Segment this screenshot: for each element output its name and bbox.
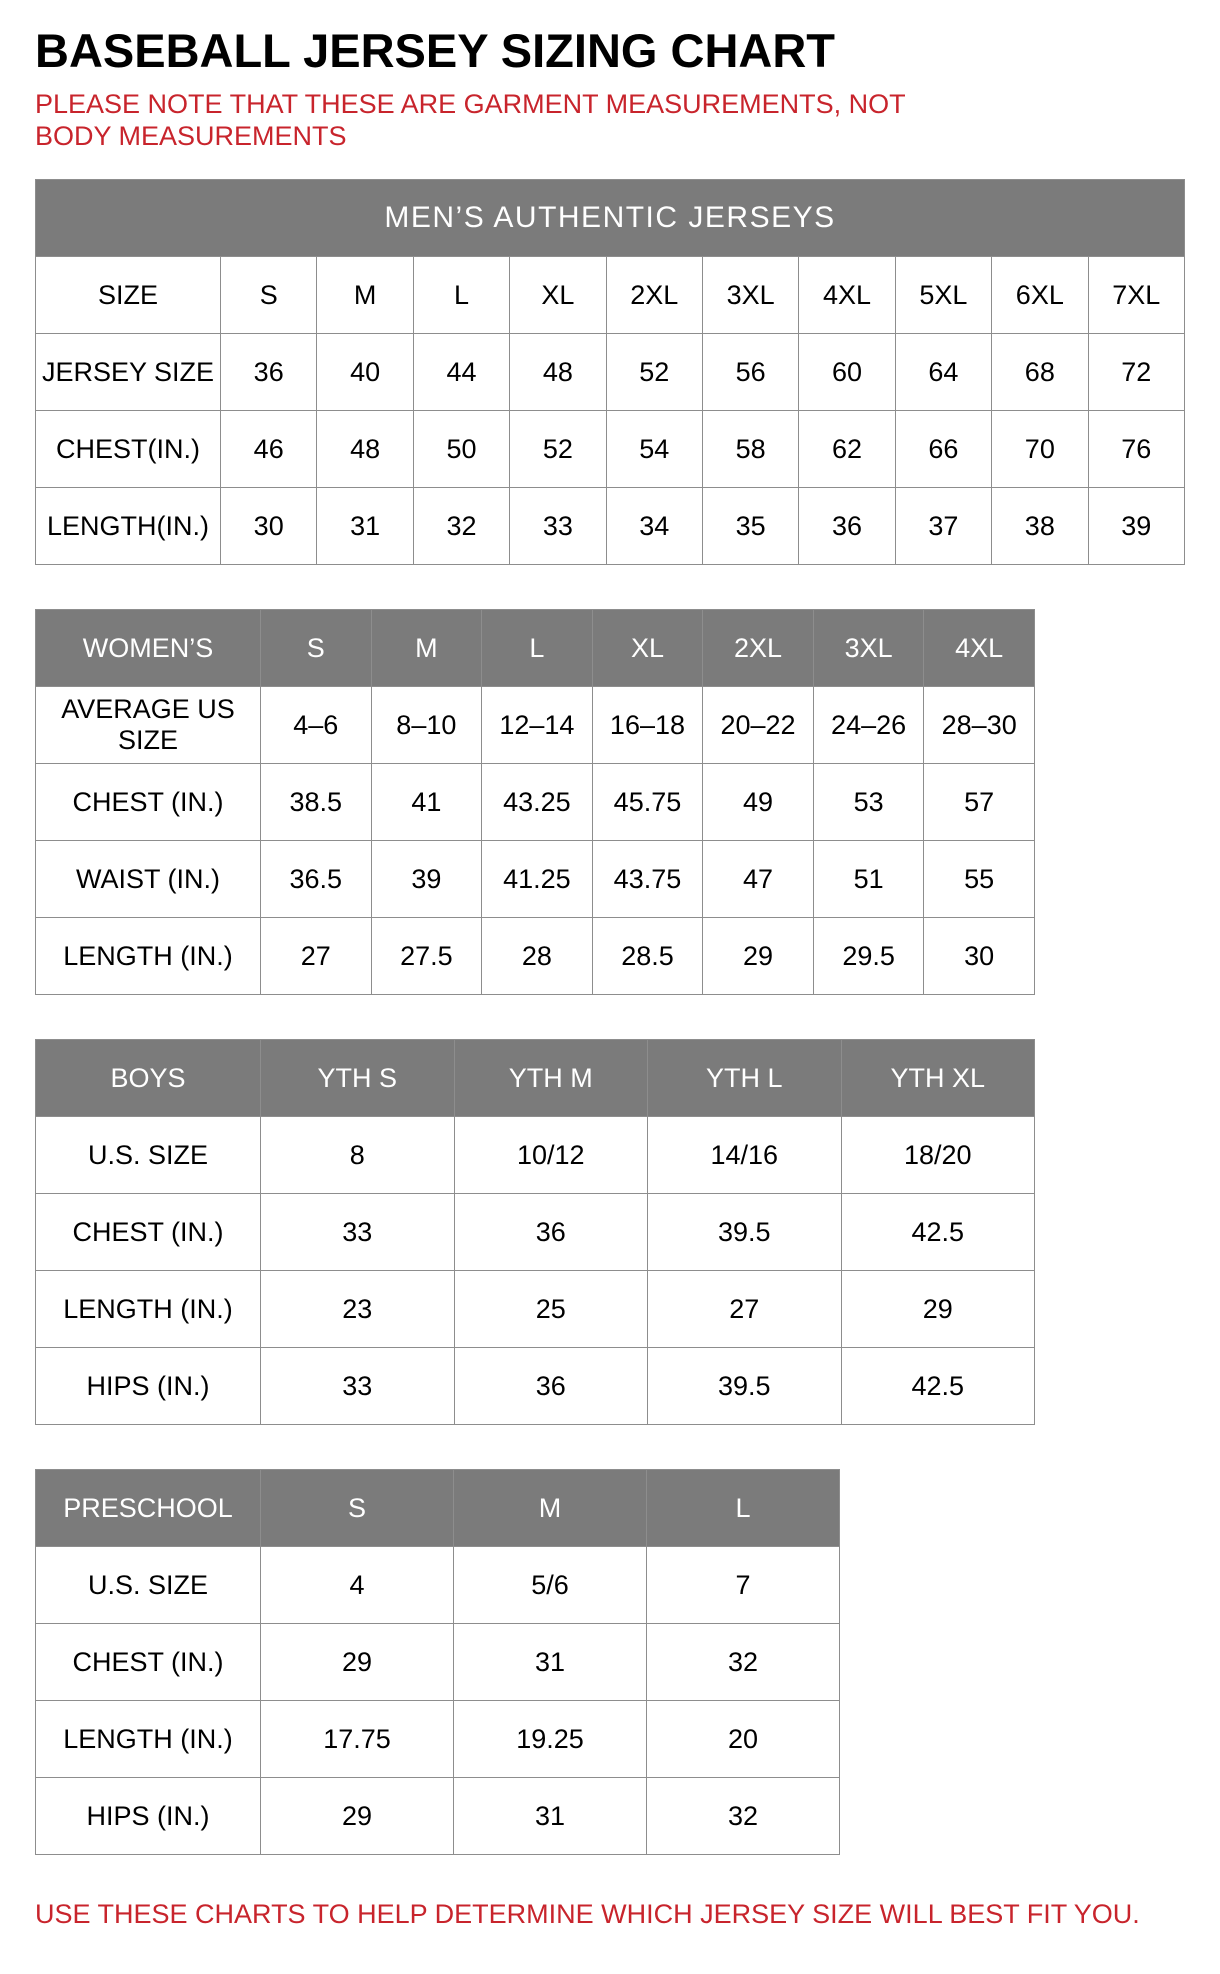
preschool-sizing-table bbox=[35, 1469, 840, 1855]
value-cell: 36 bbox=[799, 488, 895, 565]
value-cell: 70 bbox=[992, 411, 1088, 488]
value-cell: 36 bbox=[221, 334, 317, 411]
column-header-cell: L bbox=[482, 610, 593, 687]
value-cell: 40 bbox=[317, 334, 413, 411]
value-cell: 27.5 bbox=[371, 918, 482, 995]
value-cell: 28.5 bbox=[592, 918, 703, 995]
column-header-cell: L bbox=[647, 1470, 840, 1547]
row-label-cell: CHEST (IN.) bbox=[36, 764, 261, 841]
value-cell: 24–26 bbox=[813, 687, 924, 764]
row-label-cell: U.S. SIZE bbox=[36, 1117, 261, 1194]
row-label-cell: AVERAGE US SIZE bbox=[36, 687, 261, 764]
value-cell: 30 bbox=[924, 918, 1035, 995]
value-cell: 23 bbox=[261, 1271, 455, 1348]
column-header-cell: 3XL bbox=[813, 610, 924, 687]
value-cell: 42.5 bbox=[841, 1348, 1035, 1425]
table-row bbox=[36, 411, 1185, 488]
table-row bbox=[36, 918, 1035, 995]
row-label-cell: CHEST (IN.) bbox=[36, 1194, 261, 1271]
footer-note: USE THESE CHARTS TO HELP DETERMINE WHICH JERSEY SIZE WILL BEST FIT YOU. bbox=[35, 1899, 1140, 1930]
value-cell: 29 bbox=[703, 918, 814, 995]
table-row bbox=[36, 1271, 1035, 1348]
value-cell: 60 bbox=[799, 334, 895, 411]
table-header-row bbox=[36, 610, 1035, 687]
value-cell: 4XL bbox=[799, 257, 895, 334]
value-cell: 5/6 bbox=[454, 1547, 647, 1624]
value-cell: 36 bbox=[454, 1194, 648, 1271]
mens-sizing-table bbox=[35, 179, 1185, 565]
table-row bbox=[36, 687, 1035, 764]
value-cell: 33 bbox=[261, 1348, 455, 1425]
value-cell: 32 bbox=[413, 488, 509, 565]
value-cell: 39.5 bbox=[648, 1194, 842, 1271]
table-row bbox=[36, 1778, 840, 1855]
value-cell: 56 bbox=[702, 334, 798, 411]
value-cell: 32 bbox=[647, 1778, 840, 1855]
value-cell: 35 bbox=[702, 488, 798, 565]
value-cell: 2XL bbox=[606, 257, 702, 334]
value-cell: 41.25 bbox=[482, 841, 593, 918]
row-label-cell: LENGTH (IN.) bbox=[36, 1701, 261, 1778]
value-cell: 62 bbox=[799, 411, 895, 488]
value-cell: 39 bbox=[371, 841, 482, 918]
column-header-cell: S bbox=[261, 1470, 454, 1547]
value-cell: 31 bbox=[454, 1778, 647, 1855]
table-row bbox=[36, 841, 1035, 918]
value-cell: 31 bbox=[454, 1624, 647, 1701]
value-cell: 39.5 bbox=[648, 1348, 842, 1425]
value-cell: 7XL bbox=[1088, 257, 1184, 334]
value-cell: 32 bbox=[647, 1624, 840, 1701]
value-cell: 29 bbox=[261, 1624, 454, 1701]
row-label-cell: U.S. SIZE bbox=[36, 1547, 261, 1624]
value-cell: 28 bbox=[482, 918, 593, 995]
column-header-cell: 2XL bbox=[703, 610, 814, 687]
value-cell: 53 bbox=[813, 764, 924, 841]
column-header-cell: YTH L bbox=[648, 1040, 842, 1117]
value-cell: 68 bbox=[992, 334, 1088, 411]
column-header-cell: XL bbox=[592, 610, 703, 687]
table-header-row bbox=[36, 1470, 840, 1547]
value-cell: 46 bbox=[221, 411, 317, 488]
row-label-cell: CHEST (IN.) bbox=[36, 1624, 261, 1701]
value-cell: 4 bbox=[261, 1547, 454, 1624]
value-cell: 45.75 bbox=[592, 764, 703, 841]
value-cell: 17.75 bbox=[261, 1701, 454, 1778]
table-row bbox=[36, 1547, 840, 1624]
table-row bbox=[36, 1117, 1035, 1194]
value-cell: 41 bbox=[371, 764, 482, 841]
value-cell: 31 bbox=[317, 488, 413, 565]
table-header-row bbox=[36, 1040, 1035, 1117]
value-cell: 52 bbox=[606, 334, 702, 411]
value-cell: 38 bbox=[992, 488, 1088, 565]
row-label-cell: HIPS (IN.) bbox=[36, 1348, 261, 1425]
column-header-cell: M bbox=[371, 610, 482, 687]
value-cell: 6XL bbox=[992, 257, 1088, 334]
column-header-cell: M bbox=[454, 1470, 647, 1547]
table-row bbox=[36, 764, 1035, 841]
column-header-cell: YTH S bbox=[261, 1040, 455, 1117]
value-cell: 27 bbox=[261, 918, 372, 995]
value-cell: 39 bbox=[1088, 488, 1184, 565]
value-cell: 49 bbox=[703, 764, 814, 841]
row-label-cell: LENGTH (IN.) bbox=[36, 918, 261, 995]
row-label-cell: SIZE bbox=[36, 257, 221, 334]
value-cell: 8 bbox=[261, 1117, 455, 1194]
value-cell: 36 bbox=[454, 1348, 648, 1425]
value-cell: 48 bbox=[510, 334, 606, 411]
value-cell: 29 bbox=[261, 1778, 454, 1855]
table-banner: MEN’S AUTHENTIC JERSEYS bbox=[36, 180, 1185, 257]
value-cell: 4–6 bbox=[261, 687, 372, 764]
value-cell: 19.25 bbox=[454, 1701, 647, 1778]
table-header-label: BOYS bbox=[36, 1040, 261, 1117]
value-cell: 37 bbox=[895, 488, 991, 565]
row-label-cell: LENGTH(IN.) bbox=[36, 488, 221, 565]
value-cell: 12–14 bbox=[482, 687, 593, 764]
value-cell: 57 bbox=[924, 764, 1035, 841]
table-row bbox=[36, 334, 1185, 411]
value-cell: 76 bbox=[1088, 411, 1184, 488]
value-cell: 33 bbox=[510, 488, 606, 565]
value-cell: 66 bbox=[895, 411, 991, 488]
value-cell: 27 bbox=[648, 1271, 842, 1348]
womens-sizing-table bbox=[35, 609, 1035, 995]
table-row bbox=[36, 257, 1185, 334]
value-cell: 47 bbox=[703, 841, 814, 918]
garment-measurements-note: PLEASE NOTE THAT THESE ARE GARMENT MEASUREMENTS, NOT BODY MEASUREMENTS bbox=[35, 89, 906, 152]
value-cell: 25 bbox=[454, 1271, 648, 1348]
boys-sizing-table bbox=[35, 1039, 1035, 1425]
page-title: BASEBALL JERSEY SIZING CHART bbox=[35, 24, 835, 77]
row-label-cell: WAIST (IN.) bbox=[36, 841, 261, 918]
table-row bbox=[36, 1624, 840, 1701]
row-label-cell: HIPS (IN.) bbox=[36, 1778, 261, 1855]
value-cell: 72 bbox=[1088, 334, 1184, 411]
value-cell: M bbox=[317, 257, 413, 334]
value-cell: 14/16 bbox=[648, 1117, 842, 1194]
value-cell: 20 bbox=[647, 1701, 840, 1778]
row-label-cell: JERSEY SIZE bbox=[36, 334, 221, 411]
value-cell: 43.25 bbox=[482, 764, 593, 841]
value-cell: 3XL bbox=[702, 257, 798, 334]
table-banner-row bbox=[36, 180, 1185, 257]
value-cell: 34 bbox=[606, 488, 702, 565]
value-cell: 16–18 bbox=[592, 687, 703, 764]
column-header-cell: YTH XL bbox=[841, 1040, 1035, 1117]
row-label-cell: CHEST(IN.) bbox=[36, 411, 221, 488]
row-label-cell: LENGTH (IN.) bbox=[36, 1271, 261, 1348]
value-cell: 52 bbox=[510, 411, 606, 488]
table-row bbox=[36, 1348, 1035, 1425]
value-cell: 36.5 bbox=[261, 841, 372, 918]
value-cell: 29 bbox=[841, 1271, 1035, 1348]
table-header-label: WOMEN’S bbox=[36, 610, 261, 687]
value-cell: 55 bbox=[924, 841, 1035, 918]
column-header-cell: 4XL bbox=[924, 610, 1035, 687]
value-cell: 18/20 bbox=[841, 1117, 1035, 1194]
value-cell: 51 bbox=[813, 841, 924, 918]
value-cell: 43.75 bbox=[592, 841, 703, 918]
value-cell: 44 bbox=[413, 334, 509, 411]
value-cell: 8–10 bbox=[371, 687, 482, 764]
value-cell: 42.5 bbox=[841, 1194, 1035, 1271]
value-cell: 33 bbox=[261, 1194, 455, 1271]
value-cell: L bbox=[413, 257, 509, 334]
value-cell: 48 bbox=[317, 411, 413, 488]
value-cell: 28–30 bbox=[924, 687, 1035, 764]
value-cell: 38.5 bbox=[261, 764, 372, 841]
value-cell: XL bbox=[510, 257, 606, 334]
value-cell: 20–22 bbox=[703, 687, 814, 764]
table-row bbox=[36, 1701, 840, 1778]
value-cell: 7 bbox=[647, 1547, 840, 1624]
value-cell: 29.5 bbox=[813, 918, 924, 995]
column-header-cell: YTH M bbox=[454, 1040, 648, 1117]
table-row bbox=[36, 1194, 1035, 1271]
table-row bbox=[36, 488, 1185, 565]
value-cell: 58 bbox=[702, 411, 798, 488]
value-cell: 30 bbox=[221, 488, 317, 565]
value-cell: S bbox=[221, 257, 317, 334]
value-cell: 50 bbox=[413, 411, 509, 488]
value-cell: 64 bbox=[895, 334, 991, 411]
value-cell: 5XL bbox=[895, 257, 991, 334]
value-cell: 54 bbox=[606, 411, 702, 488]
column-header-cell: S bbox=[261, 610, 372, 687]
value-cell: 10/12 bbox=[454, 1117, 648, 1194]
table-header-label: PRESCHOOL bbox=[36, 1470, 261, 1547]
